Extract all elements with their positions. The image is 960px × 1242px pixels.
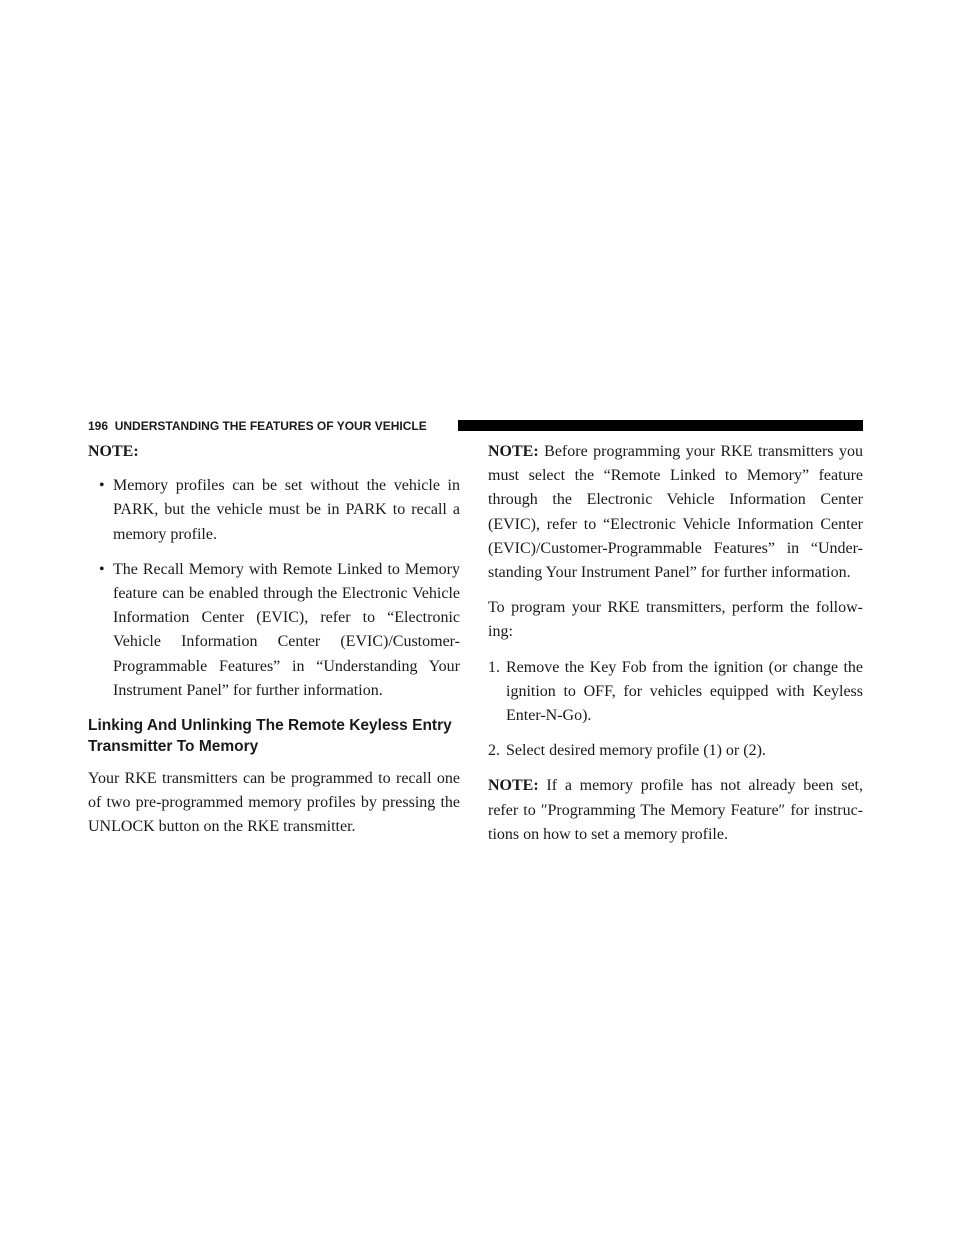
section-title: UNDERSTANDING THE FEATURES OF YOUR VEHICLE — [114, 419, 427, 433]
bullet-item — [88, 474, 460, 547]
left-column — [88, 440, 460, 851]
step-item — [488, 656, 863, 729]
note-paragraph — [488, 774, 863, 847]
note-text: Before programming your RKE transmitters you must select the “Remote Linked to Memory” feature through the Electronic Vehicle Information Center (EVIC), refer to “Electronic Vehicle Information Center (EVIC)/Customer-Programmable Features” in “Under-standing Your Instrument Panel” for further information. — [488, 443, 863, 582]
bullet-text: Memory profiles can be set without the vehicle in PARK, but the vehicle must be in PARK to recall a memory profile. — [113, 477, 460, 543]
step-item — [488, 739, 863, 763]
step-number: 1. — [488, 658, 500, 676]
note-label: NOTE: — [488, 777, 539, 795]
step-number: 2. — [488, 742, 500, 760]
bullet-dot: • — [99, 477, 105, 495]
bullet-dot: • — [99, 560, 105, 578]
note-paragraph — [488, 440, 863, 585]
note-label: NOTE: — [88, 443, 139, 460]
intro-paragraph: To program your RKE transmitters, perform the follow-ing: — [488, 599, 863, 641]
right-column — [488, 440, 863, 858]
body-paragraph: Your RKE transmitters can be programmed to recall one of two pre-programmed memory profiles by pressing the UNLOCK button on the RKE transmitter. — [88, 770, 460, 836]
note-text: If a memory profile has not already been set, refer to ″Programming The Memory Feature″ for instruc-tions on how to set a memory profile. — [488, 777, 863, 843]
bullet-item — [88, 558, 460, 703]
page-number: 196 — [88, 419, 109, 433]
header-rule — [458, 420, 863, 431]
note-label: NOTE: — [488, 443, 539, 460]
step-text: Select desired memory profile (1) or (2). — [506, 742, 766, 760]
step-text: Remove the Key Fob from the ignition (or change the ignition to OFF, for vehicles equipped with Keyless Enter-N-Go). — [506, 658, 863, 725]
bullet-text: The Recall Memory with Remote Linked to Memory feature can be enabled through the Electronic Vehicle Information Center (EVIC), refer to “Electronic Vehicle Information Center (EVIC)/Customer-Programmable Features” in “Understanding Your Instrument Panel” for further information. — [113, 560, 460, 699]
section-heading: Linking And Unlinking The Remote Keyless Entry Transmitter To Memory — [88, 717, 452, 756]
page-header — [88, 419, 863, 433]
header-text — [88, 419, 435, 433]
